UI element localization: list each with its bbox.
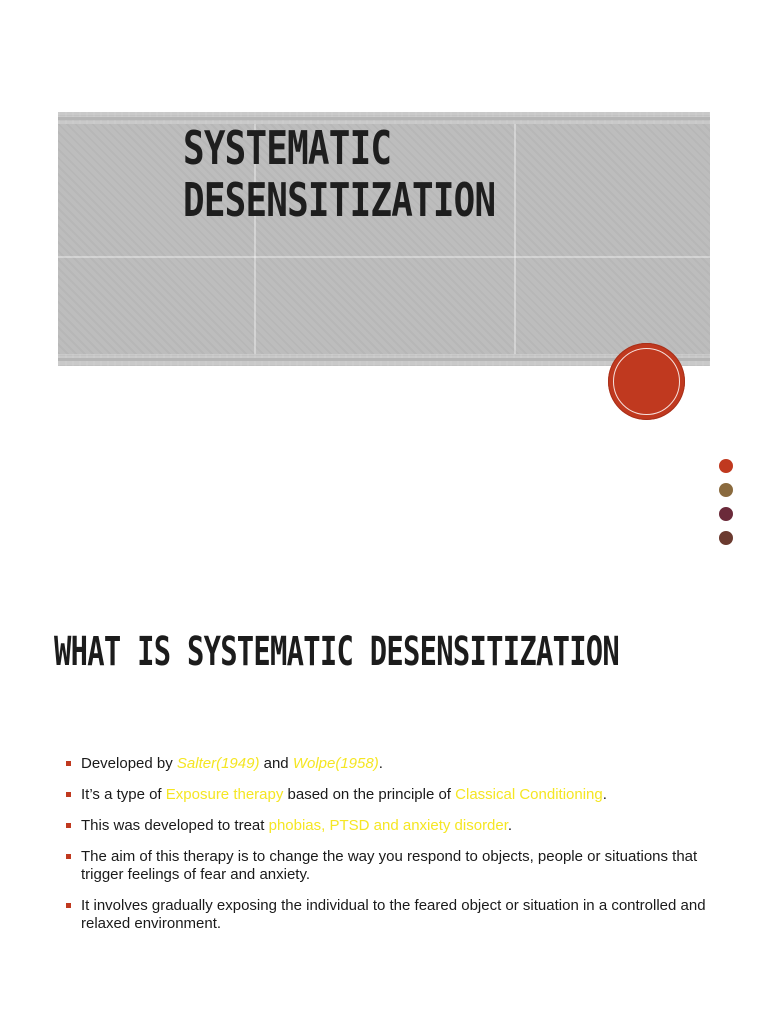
dot-2 xyxy=(719,483,733,497)
slide-title xyxy=(183,122,495,226)
bullet-item xyxy=(66,755,716,773)
bullet-text: This was developed to treat xyxy=(81,817,269,834)
content-heading: WHAT IS SYSTEMATIC DESENSITIZATION xyxy=(54,629,620,675)
decorative-circle xyxy=(608,343,685,420)
slide-title-line-1: SYSTEMATIC xyxy=(183,121,392,175)
bullet-list xyxy=(66,755,716,946)
highlight-exposure-therapy: Exposure therapy xyxy=(165,786,284,803)
highlight-salter: Salter(1949) xyxy=(176,755,260,772)
bullet-text: . xyxy=(507,817,513,834)
bullet-text: Developed by xyxy=(81,755,177,772)
bullet-item xyxy=(66,897,716,933)
bullet-text: It involves gradually exposing the individual to the feared object or situation in a controlled and relaxed environment. xyxy=(81,897,706,932)
bullet-text: and xyxy=(259,755,293,772)
banner-bottom-edge xyxy=(58,358,710,361)
bullet-text: based on the principle of xyxy=(283,786,456,803)
bullet-item xyxy=(66,848,716,884)
slide-dots xyxy=(719,459,735,555)
highlight-disorders: phobias, PTSD and anxiety disorder xyxy=(268,817,508,834)
banner-top-edge xyxy=(58,117,710,120)
dot-4 xyxy=(719,531,733,545)
bullet-text: It’s a type of xyxy=(81,786,166,803)
bullet-text: . xyxy=(378,755,383,772)
bullet-item xyxy=(66,817,716,835)
dot-1 xyxy=(719,459,733,473)
bullet-text: The aim of this therapy is to change the way you respond to objects, people or situations that trigger feelings of fear and anxiety. xyxy=(81,848,698,883)
highlight-wolpe: Wolpe(1958) xyxy=(292,755,379,772)
highlight-classical-conditioning: Classical Conditioning xyxy=(455,786,603,803)
bullet-item xyxy=(66,786,716,804)
content-slide xyxy=(0,590,768,1024)
bullet-text: . xyxy=(602,786,607,803)
dot-3 xyxy=(719,507,733,521)
slide-title-line-2: DESENSITIZATION xyxy=(183,173,496,227)
